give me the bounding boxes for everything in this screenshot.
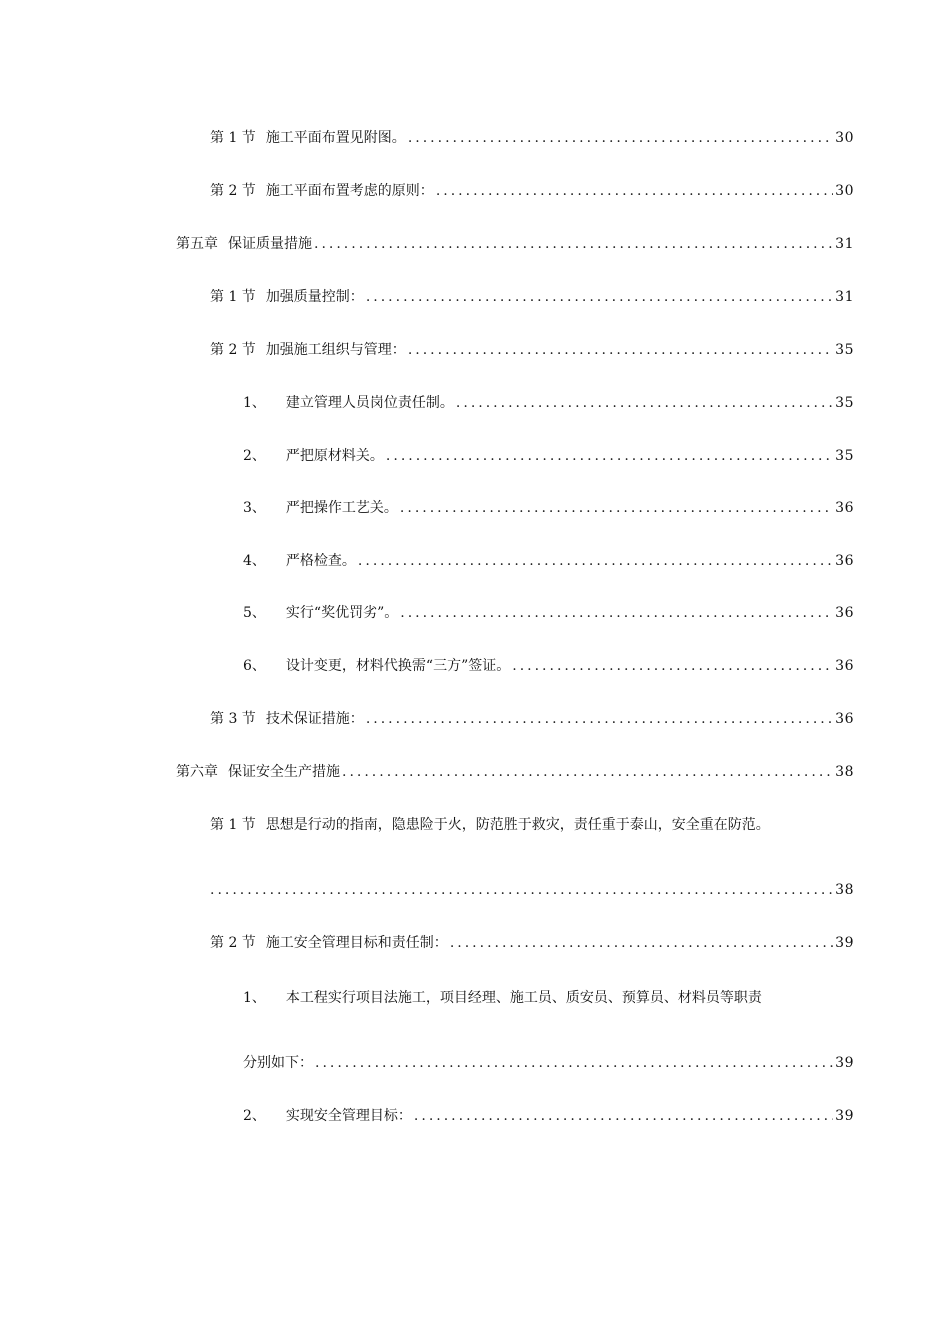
dot-leader xyxy=(366,709,833,729)
entry-title: 实现安全管理目标： xyxy=(285,1108,412,1124)
entry-title: 设计变更，材料代换需“三方”签证。 xyxy=(285,658,511,674)
entry-title: 本工程实行项目法施工，项目经理、施工员、质安员、预算员、材料员等职责 xyxy=(285,990,762,1006)
page-number: 39 xyxy=(835,1055,854,1071)
section-number: 第 1 节 xyxy=(210,817,256,833)
entry-title: 严把操作工艺关。 xyxy=(285,500,398,516)
page-number: 35 xyxy=(835,342,854,358)
page-number: 36 xyxy=(835,658,854,674)
dot-leader xyxy=(450,933,833,953)
item-number: 4、 xyxy=(243,553,266,569)
page-number: 31 xyxy=(835,236,854,252)
page-number: 35 xyxy=(835,395,854,411)
toc-subentry-continuation[interactable] xyxy=(243,1053,854,1073)
section-number: 第 3 节 xyxy=(210,711,256,727)
page-number: 30 xyxy=(835,130,854,146)
toc-entry[interactable] xyxy=(210,340,854,360)
item-number: 2、 xyxy=(243,448,266,464)
page-number: 38 xyxy=(835,882,854,898)
page-number: 39 xyxy=(835,1108,854,1124)
entry-title: 保证安全生产措施 xyxy=(228,764,340,780)
section-number: 第 1 节 xyxy=(210,130,256,146)
page-number: 39 xyxy=(835,935,854,951)
toc-entry[interactable] xyxy=(210,181,854,201)
toc-entry[interactable] xyxy=(210,933,854,953)
dot-leader xyxy=(386,446,833,466)
toc-entry[interactable] xyxy=(210,709,854,729)
entry-title: 思想是行动的指南，隐患险于火，防范胜于救灾，责任重于泰山，安全重在防范。 xyxy=(265,817,770,833)
toc-subentry[interactable] xyxy=(243,498,854,518)
entry-title-continuation: 分别如下： xyxy=(243,1055,313,1071)
toc-subentry[interactable] xyxy=(243,1106,854,1126)
toc-subentry[interactable] xyxy=(243,551,854,571)
dot-leader xyxy=(400,498,833,518)
page-number: 36 xyxy=(835,711,854,727)
toc-chapter-entry[interactable] xyxy=(176,762,854,782)
entry-title: 保证质量措施 xyxy=(228,236,312,252)
toc-subentry[interactable] xyxy=(243,446,854,466)
chapter-number: 第五章 xyxy=(176,236,218,252)
item-number: 1、 xyxy=(243,395,266,411)
toc-subentry-wrapped[interactable] xyxy=(243,988,762,1008)
dot-leader xyxy=(315,1053,833,1073)
dot-leader xyxy=(456,393,833,413)
item-number: 3、 xyxy=(243,500,266,516)
dot-leader xyxy=(408,340,833,360)
entry-title: 施工平面布置考虑的原则： xyxy=(265,183,434,199)
entry-title: 实行“奖优罚劣”。 xyxy=(285,605,399,621)
section-number: 第 2 节 xyxy=(210,342,256,358)
toc-entry[interactable] xyxy=(210,128,854,148)
toc-subentry[interactable] xyxy=(243,393,854,413)
toc-subentry[interactable] xyxy=(243,603,854,623)
page-number: 38 xyxy=(835,764,854,780)
dot-leader xyxy=(314,234,833,254)
item-number: 6、 xyxy=(243,658,266,674)
dot-leader xyxy=(408,128,833,148)
dot-leader xyxy=(400,603,833,623)
entry-title: 建立管理人员岗位责任制。 xyxy=(285,395,454,411)
section-number: 第 1 节 xyxy=(210,289,256,305)
item-number: 2、 xyxy=(243,1108,266,1124)
dot-leader xyxy=(366,287,833,307)
item-number: 5、 xyxy=(243,605,266,621)
dot-leader xyxy=(210,880,833,900)
dot-leader xyxy=(512,656,833,676)
section-number: 第 2 节 xyxy=(210,935,256,951)
page-number: 30 xyxy=(835,183,854,199)
entry-title: 加强施工组织与管理： xyxy=(265,342,406,358)
dot-leader xyxy=(414,1106,833,1126)
page-number: 36 xyxy=(835,553,854,569)
page-number: 36 xyxy=(835,500,854,516)
dot-leader xyxy=(358,551,833,571)
section-number: 第 2 节 xyxy=(210,183,256,199)
page-number: 36 xyxy=(835,605,854,621)
page-number: 35 xyxy=(835,448,854,464)
dot-leader xyxy=(436,181,833,201)
entry-title: 加强质量控制： xyxy=(265,289,364,305)
toc-subentry[interactable] xyxy=(243,656,854,676)
toc-entry[interactable] xyxy=(210,287,854,307)
dot-leader xyxy=(342,762,833,782)
entry-title: 施工安全管理目标和责任制： xyxy=(265,935,448,951)
toc-chapter-entry[interactable] xyxy=(176,234,854,254)
entry-title: 施工平面布置见附图。 xyxy=(265,130,406,146)
entry-title: 严把原材料关。 xyxy=(285,448,384,464)
item-number: 1、 xyxy=(243,990,266,1006)
toc-entry-wrapped[interactable] xyxy=(210,815,770,835)
entry-title: 严格检查。 xyxy=(285,553,356,569)
page-number: 31 xyxy=(835,289,854,305)
entry-title: 技术保证措施： xyxy=(265,711,364,727)
toc-entry-continuation[interactable] xyxy=(210,880,854,900)
chapter-number: 第六章 xyxy=(176,764,218,780)
